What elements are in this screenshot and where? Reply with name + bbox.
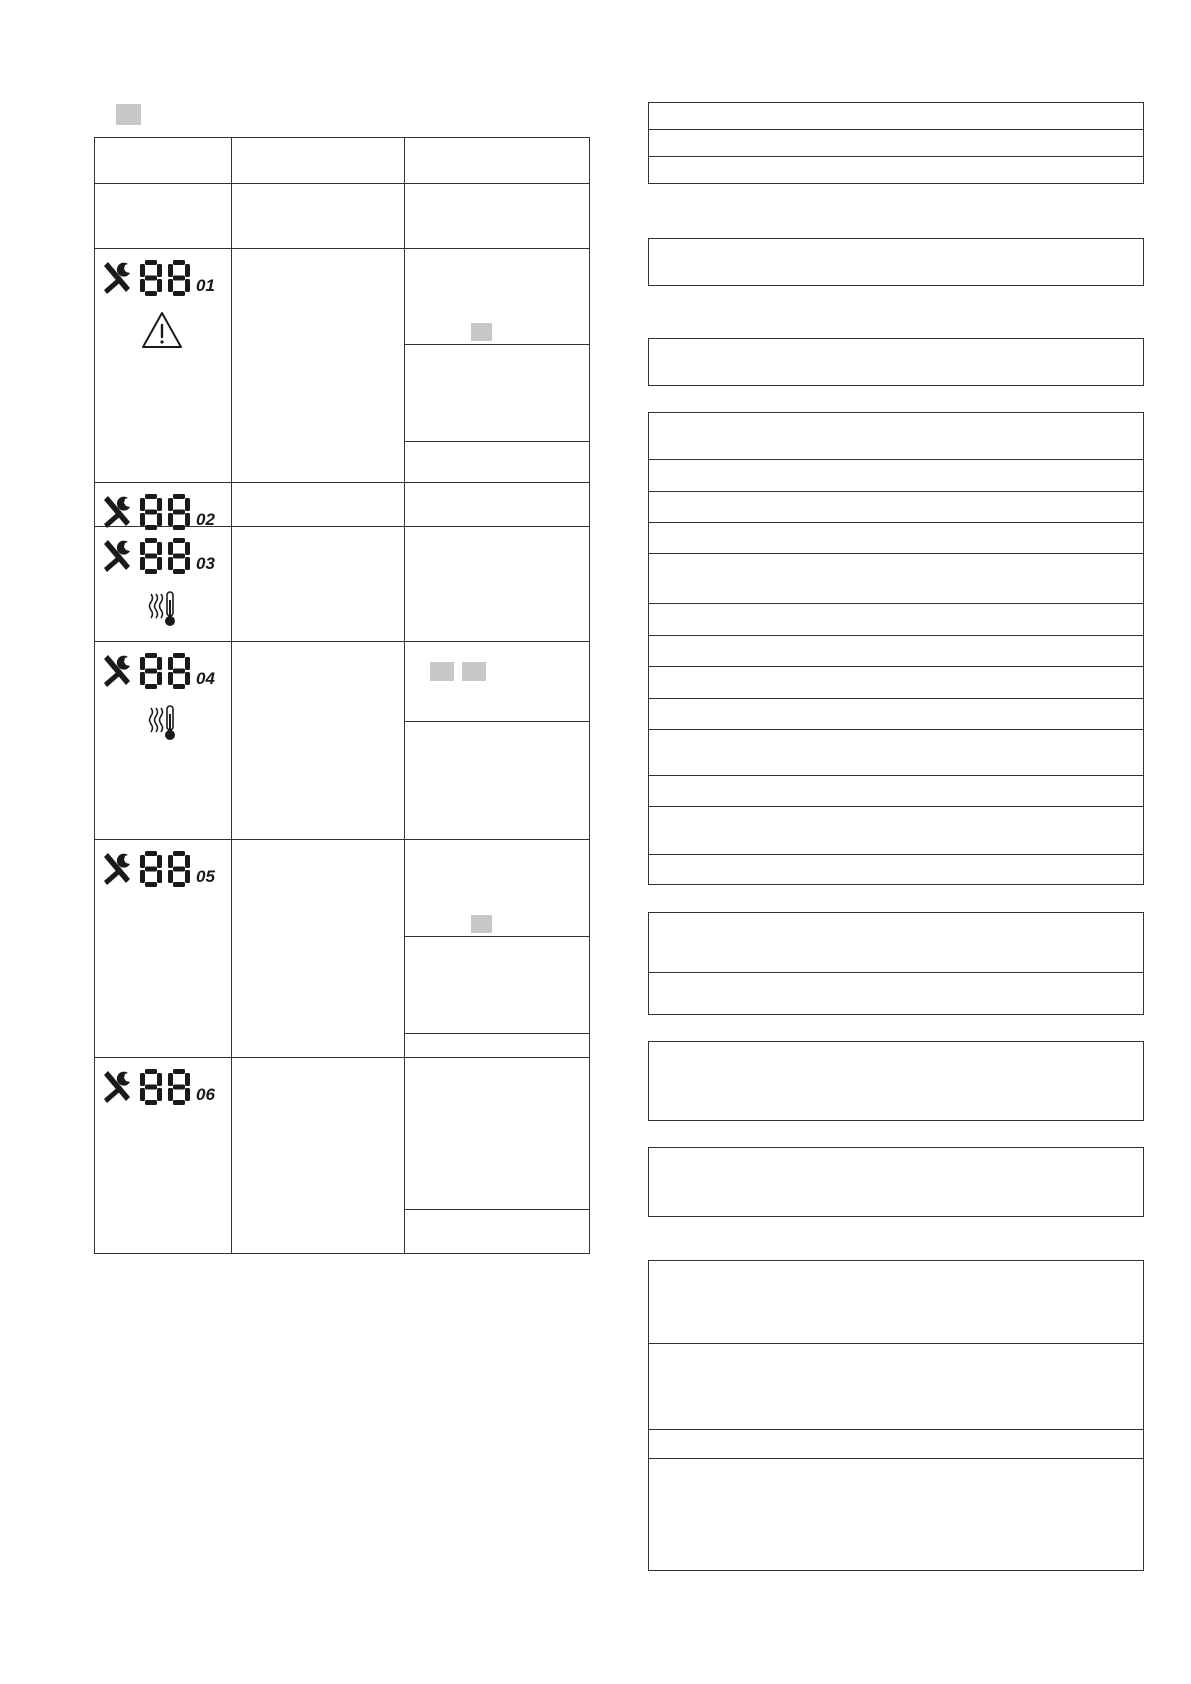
seven-segment-88 [138, 1069, 194, 1105]
cell-placeholder [471, 323, 492, 341]
table-col-divider [231, 137, 232, 1254]
table-subrow-divider [404, 721, 590, 722]
header-placeholder [116, 104, 141, 125]
seven-segment-88 [138, 494, 194, 530]
error-code-number: 03 [196, 554, 215, 573]
table-subrow-divider [404, 1033, 590, 1034]
table-subrow-divider [404, 936, 590, 937]
info-box [648, 1147, 1144, 1217]
seven-segment-88 [138, 538, 194, 574]
table-col-divider [404, 137, 405, 1254]
error-code-number: 01 [196, 276, 215, 295]
error-code-number: 02 [196, 510, 215, 529]
error-code-display [100, 645, 215, 689]
error-code-display [100, 1061, 215, 1105]
cell-placeholder [471, 915, 492, 933]
table-row-divider [94, 839, 590, 840]
wrench-screwdriver-icon [100, 1069, 134, 1105]
error-code-number: 04 [196, 669, 215, 688]
info-box [648, 338, 1144, 386]
table-subrow-divider [404, 344, 590, 345]
error-code-number: 06 [196, 1085, 215, 1104]
info-box-group [648, 1260, 1144, 1571]
table-subrow-divider [404, 1209, 590, 1210]
error-code-display [100, 486, 215, 530]
table-row-divider [94, 482, 590, 483]
cell-placeholder [462, 662, 486, 681]
table-row-divider [94, 641, 590, 642]
error-code-display [100, 530, 215, 574]
seven-segment-88 [138, 653, 194, 689]
wrench-screwdriver-icon [100, 538, 134, 574]
table-row-divider [94, 1057, 590, 1058]
seven-segment-88 [138, 260, 194, 296]
warning-triangle-icon [140, 310, 184, 350]
info-box-group [648, 102, 1144, 184]
cell-placeholder [430, 662, 454, 681]
table-row-divider [94, 183, 590, 184]
info-box-group [648, 912, 1144, 1015]
wrench-screwdriver-icon [100, 653, 134, 689]
info-box [648, 1041, 1144, 1121]
wrench-screwdriver-icon [100, 494, 134, 530]
info-box-group [648, 412, 1144, 885]
table-subrow-divider [404, 441, 590, 442]
error-code-display [100, 843, 215, 887]
wrench-screwdriver-icon [100, 260, 134, 296]
seven-segment-88 [138, 851, 194, 887]
error-code-number: 05 [196, 867, 215, 886]
heat-thermometer-icon [146, 590, 180, 628]
error-code-display [100, 252, 215, 296]
info-box [648, 238, 1144, 286]
heat-thermometer-icon [146, 704, 180, 742]
table-row-divider [94, 248, 590, 249]
wrench-screwdriver-icon [100, 851, 134, 887]
